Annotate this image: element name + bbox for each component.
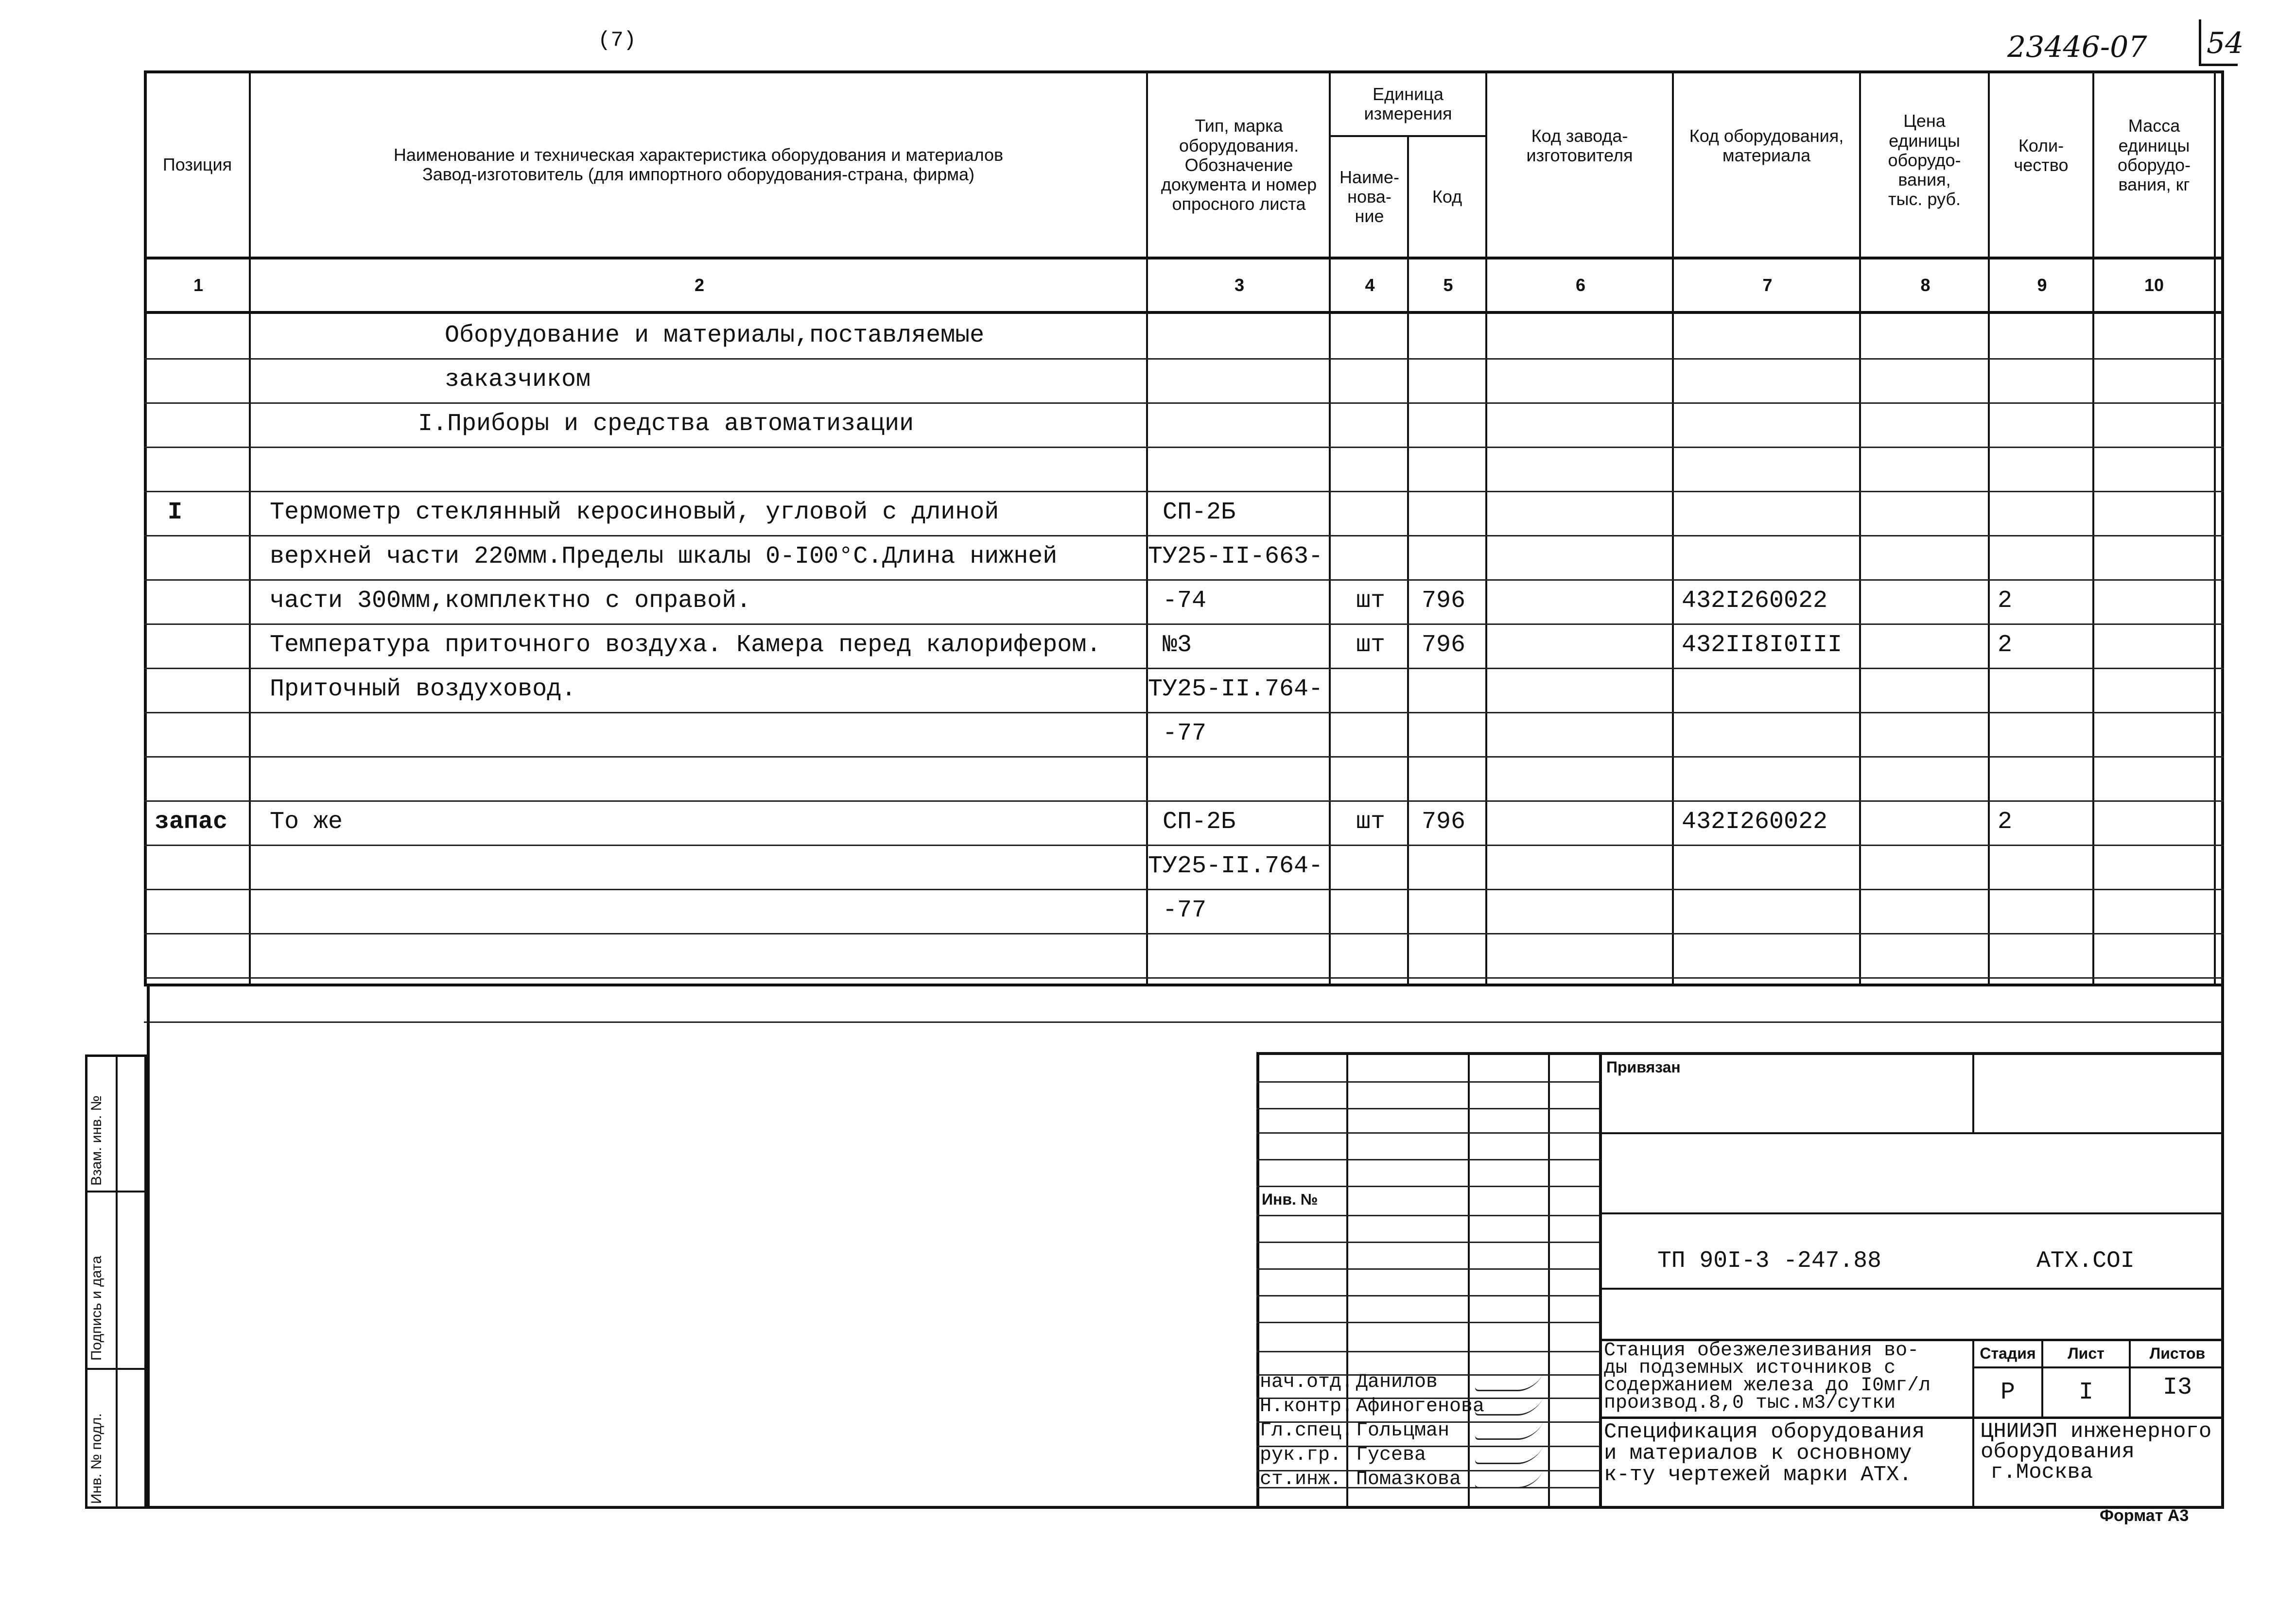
stamp-sheet-label: Лист — [2068, 1345, 2105, 1363]
header-name — [251, 73, 1146, 257]
stamp-mark: АТХ.СОI — [2036, 1248, 2135, 1274]
row-line — [144, 845, 2224, 846]
column-number: 8 — [1920, 275, 1931, 295]
stamp-person-name: Данилов — [1356, 1371, 1438, 1393]
row-equipment-code: 432II8I0III — [1682, 631, 1843, 659]
stamp-organization — [1981, 1421, 2224, 1483]
row-type: СП-2Б — [1163, 808, 1236, 836]
row-type: -77 — [1163, 897, 1207, 924]
stamp-sheets-label: Листов — [2149, 1345, 2206, 1363]
side-label-vzam: Взам. инв. № — [88, 1095, 104, 1186]
stamp-title-document-line1: Спецификация оборудования — [1604, 1420, 1925, 1444]
sheet-mark: 54 — [2207, 26, 2244, 60]
stamp-grid-line — [1256, 1081, 1599, 1083]
stamp-role: рук.гр. — [1260, 1444, 1342, 1466]
side-label-podpis: Подпись и дата — [88, 1256, 104, 1361]
stamp-grid-line — [1256, 1132, 1599, 1134]
colnum-bottom-line — [144, 311, 2224, 314]
stamp-privyazan-bottom — [1599, 1132, 2224, 1134]
row-name: I.Приборы и средства автоматизации — [418, 410, 914, 438]
col-line-10 — [2214, 70, 2216, 986]
row-unit: шт — [1356, 631, 1386, 659]
row-type: ТУ25-II-663- — [1148, 543, 1323, 570]
column-number: 5 — [1443, 275, 1453, 295]
row-unit-code: 796 — [1422, 631, 1466, 659]
header-quantity: Коли-чество — [2014, 135, 2069, 175]
stamp-privyazan: Привязан — [1606, 1058, 1681, 1076]
stamp-person-name: Гусева — [1356, 1444, 1426, 1466]
row-quantity: 2 — [1998, 808, 2013, 836]
header-position: Позиция — [162, 154, 232, 174]
row-name: То же — [270, 808, 343, 836]
stamp-title-document-line2: и материалов к основному — [1604, 1441, 1912, 1466]
row-line — [144, 579, 2224, 581]
column-number: 7 — [1762, 275, 1773, 295]
row-unit-code: 796 — [1422, 808, 1466, 836]
row-type: -77 — [1163, 720, 1207, 747]
col-line-3 — [1329, 70, 1331, 986]
stamp-grid-line — [1256, 1351, 1599, 1352]
stamp-line-code-bottom — [1599, 1288, 2224, 1290]
row-line — [144, 535, 2224, 536]
stamp-role: Гл.спец. — [1260, 1420, 1354, 1442]
stamp-stage-label: Стадия — [1980, 1345, 2036, 1363]
header-type: Тип, марка оборудования. Обозначение документа и номер опросного листа — [1161, 116, 1317, 214]
column-number: 6 — [1575, 275, 1586, 295]
row-name: верхней части 220мм.Пределы шкалы 0-I00°С.Длина нижней — [270, 543, 1058, 570]
row-type: ТУ25-II.764- — [1148, 852, 1323, 880]
row-equipment-code: 432I260022 — [1682, 808, 1828, 836]
row-unit: шт — [1356, 587, 1386, 615]
stamp-col-c — [1548, 1052, 1550, 1509]
side-strip-line-1 — [85, 1191, 147, 1192]
stamp-grid-line — [1256, 1322, 1599, 1323]
row-name: Оборудование и материалы,поставляемые — [445, 322, 985, 349]
row-line — [144, 756, 2224, 758]
row-unit-code: 796 — [1422, 587, 1466, 615]
row-line — [144, 402, 2224, 404]
row-position: I — [168, 499, 183, 526]
row-type: СП-2Б — [1163, 499, 1236, 526]
stamp-sheets-value: I3 — [2162, 1374, 2192, 1401]
stamp-grid-line — [1256, 1159, 1599, 1160]
row-line — [144, 889, 2224, 890]
header-price: Цена единицы оборудо-вания, тыс. руб. — [1888, 111, 1961, 209]
header-equipment-code: Код оборудования, материала — [1689, 125, 1844, 165]
row-line — [144, 358, 2224, 360]
column-number: 10 — [2144, 275, 2164, 295]
column-number: 4 — [1365, 275, 1375, 295]
stamp-organization-line2: оборудования — [1981, 1440, 2135, 1464]
stamp-inv-no: Инв. № — [1262, 1191, 1318, 1208]
page-marker: (7) — [598, 28, 637, 52]
side-strip-divider — [116, 1054, 118, 1509]
row-line — [144, 800, 2224, 802]
stamp-col-d — [1599, 1052, 1602, 1509]
header-name-line2: Завод-изготовитель (для импортного оборудования-страна, фирма) — [422, 164, 975, 184]
row-name: Термометр стеклянный керосиновый, угловой с длиной — [270, 499, 999, 526]
row-type: ТУ25-II.764- — [1148, 675, 1323, 703]
header-factory-code: Код завода-изготовителя — [1526, 125, 1633, 165]
stamp-title-object-line3: содержанием железа до I0мг/л — [1604, 1375, 1931, 1397]
stamp-role: нач.отд. — [1260, 1371, 1354, 1393]
side-label-inv-podl: Инв. № подл. — [88, 1413, 104, 1504]
row-name: части 300мм,комплектно с оправой. — [270, 587, 751, 615]
stamp-col-b — [1468, 1052, 1470, 1509]
stamp-role: ст.инж. — [1260, 1469, 1342, 1490]
row-line — [144, 933, 2224, 934]
row-line — [144, 447, 2224, 448]
stamp-person-name: Помазкова — [1356, 1469, 1461, 1490]
row-quantity: 2 — [1998, 631, 2013, 659]
side-strip-line-2 — [85, 1368, 147, 1370]
format-label: Формат А3 — [2100, 1506, 2189, 1525]
stamp-person-name: Гольцман — [1356, 1420, 1450, 1442]
stamp-title-object — [1604, 1342, 1971, 1412]
stamp-organization-line1: ЦНИИЭП инженерного — [1981, 1419, 2212, 1444]
column-number: 9 — [2037, 275, 2047, 295]
stamp-grid-line — [1256, 1108, 1599, 1109]
stamp-title-object-line1: Станция обезжелезивания во- — [1604, 1340, 1919, 1362]
row-line — [144, 623, 2224, 625]
stamp-line-code-top — [1599, 1212, 2224, 1214]
row-equipment-code: 432I260022 — [1682, 587, 1828, 615]
stamp-title-document — [1604, 1421, 1971, 1486]
stamp-stage-value: Р — [2000, 1378, 2015, 1406]
header-name-line1: Наименование и техническая характеристика оборудования и материалов — [393, 144, 1004, 165]
col-line-2 — [1146, 70, 1148, 986]
row-name: Приточный воздуховод. — [270, 675, 576, 703]
header-unit-code: Код — [1432, 186, 1462, 207]
header-unit-name: Наиме-нова-ние — [1339, 167, 1399, 226]
stamp-grid-line — [1256, 1186, 1599, 1187]
row-unit: шт — [1356, 808, 1386, 836]
row-type: -74 — [1163, 587, 1207, 615]
row-line — [144, 977, 2224, 979]
stamp-col-e — [1972, 1052, 1974, 1132]
stamp-grid-line — [1256, 1268, 1599, 1270]
row-line — [144, 712, 2224, 713]
row-line — [144, 668, 2224, 669]
header-unit-group: Единица измерения — [1364, 84, 1452, 123]
stamp-grid-line — [1256, 1215, 1599, 1216]
stamp-role: Н.контр. — [1260, 1396, 1354, 1417]
row-name: Температура приточного воздуха. Камера перед калорифером. — [270, 631, 1101, 659]
header-mass: Масса единицы оборудо-вания, кг — [2117, 116, 2191, 195]
stamp-title-document-line3: к-ту чертежей марки АТХ. — [1604, 1463, 1912, 1487]
stamp-person-name: Афиногенова — [1356, 1396, 1485, 1417]
stamp-doc-code: ТП 90I-3 -247.88 — [1657, 1248, 1881, 1274]
column-number: 1 — [193, 275, 204, 295]
stamp-organization-line3: г.Москва — [1990, 1460, 2093, 1485]
stamp-sheet-value: I — [2078, 1378, 2093, 1406]
stamp-grid-line — [1256, 1242, 1599, 1243]
stamp-line-title-mid — [1599, 1417, 2224, 1419]
stamp-title-object-line4: производ.8,0 тыс.м3/сутки — [1604, 1392, 1896, 1414]
column-number: 3 — [1234, 275, 1245, 295]
stamp-title-object-line2: ды подземных источников с — [1604, 1357, 1896, 1379]
row-type: №3 — [1163, 631, 1192, 659]
row-quantity: 2 — [1998, 587, 2013, 615]
row-line — [144, 491, 2224, 492]
document-number: 23446-07 — [2007, 30, 2147, 64]
row-position: запас — [155, 808, 228, 836]
column-number: 2 — [694, 275, 705, 295]
stamp-grid-line — [1256, 1295, 1599, 1296]
row-name: заказчиком — [445, 366, 591, 394]
